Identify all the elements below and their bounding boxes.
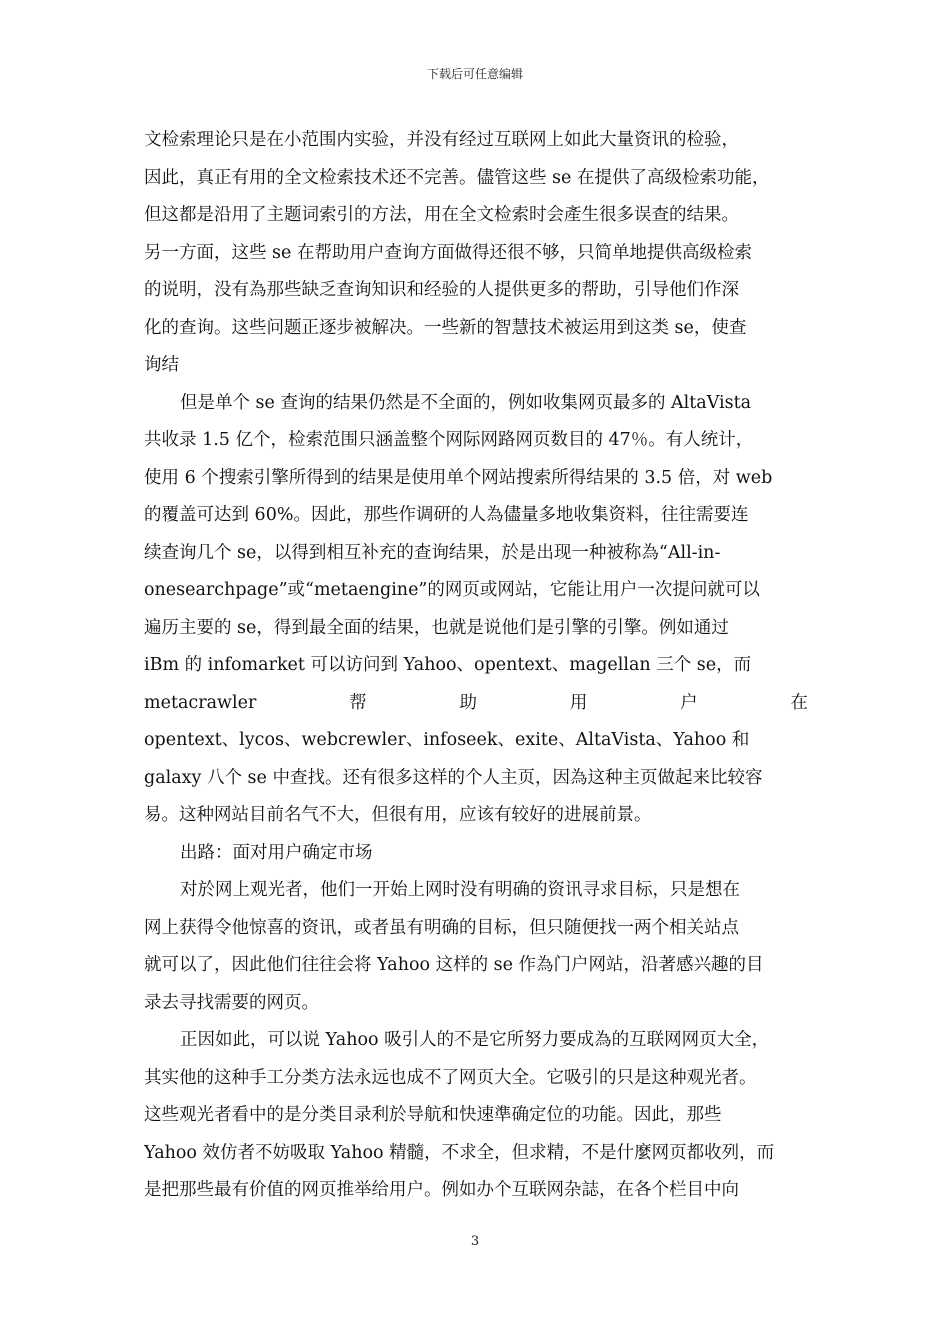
text-line: 正因如此，可以说 Yahoo 吸引人的不是它所努力要成為的互联网网页大全， bbox=[180, 1030, 770, 1050]
text-line: 文检索理论只是在小范围内实验，并没有经过互联网上如此大量资讯的检验， bbox=[144, 130, 739, 150]
text-line: 遍历主要的 se，得到最全面的结果，也就是说他们是引擎的引擎。例如通过 bbox=[144, 617, 729, 638]
word: 帮 bbox=[349, 692, 367, 713]
page-number: 3 bbox=[470, 1234, 480, 1249]
document-body bbox=[144, 122, 808, 1210]
text-line: 录去寻找需要的网页。 bbox=[144, 992, 319, 1013]
word: 户 bbox=[680, 692, 698, 713]
section-heading bbox=[144, 835, 808, 873]
text-line: 的说明，没有為那些缺乏查询知识和经验的人提供更多的帮助，引导他们作深 bbox=[144, 280, 739, 300]
word: 用 bbox=[569, 692, 588, 713]
text-line: 化的查询。这些问题正逐步被解决。一些新的智慧技术被运用到这类 se，使查 bbox=[144, 317, 747, 338]
text-line: 共收录 1.5 亿个，检索范围只涵盖整个网际网路网页数目的 47％。有人统计， bbox=[144, 430, 754, 450]
text-line: 使用 6 个搜索引擎所得到的结果是使用单个网站搜索所得结果的 3.5 倍，对 web bbox=[144, 467, 773, 488]
word: metacrawler bbox=[144, 692, 257, 713]
text-line: opentext、lycos、webcrewler、infoseek、exite、AltaVista、Yahoo 和 bbox=[144, 730, 750, 750]
text-line: 这些观光者看中的是分类目录利於导航和快速準确定位的功能。因此，那些 bbox=[144, 1105, 722, 1125]
word: 助 bbox=[459, 692, 477, 713]
text-line: 对於网上观光者，他们一开始上网时没有明确的资讯寻求目标，只是想在 bbox=[180, 880, 740, 900]
text-line: 的覆盖可达到 60%。因此，那些作调研的人為儘量多地收集资料，往往需要连 bbox=[144, 505, 749, 525]
text-line: 就可以了，因此他们往往会将 Yahoo 这样的 se 作為门户网站，沿著感兴趣的目 bbox=[144, 955, 764, 975]
text-line: 是把那些最有价值的网页推举给用户。例如办个互联网杂誌，在各个栏目中向 bbox=[144, 1180, 739, 1200]
page-header: 下载后可任意编辑 bbox=[426, 67, 523, 81]
text-line: galaxy 八个 se 中查找。还有很多这样的个人主页，因為这种主页做起来比较容 bbox=[144, 767, 763, 788]
text-line: 但这都是沿用了主题词索引的方法，用在全文检索时会產生很多误查的结果。 bbox=[144, 205, 739, 225]
text-line: 其实他的这种手工分类方法永远也成不了网页大全。它吸引的只是这种观光者。 bbox=[144, 1067, 757, 1088]
text-line: iBm 的 infomarket 可以访问到 Yahoo、opentext、magellan 三个 se，而 bbox=[144, 655, 752, 675]
paragraph bbox=[144, 122, 808, 385]
text-line: 续查询几个 se，以得到相互补充的查询结果，於是出现一种被称為“All-in- bbox=[144, 542, 721, 563]
text-line: 另一方面，这些 se 在帮助用户查询方面做得还很不够，只简单地提供高级检索 bbox=[144, 242, 752, 263]
word: 在 bbox=[790, 692, 808, 713]
text-line: 出路：面对用户确定市场 bbox=[180, 842, 373, 863]
paragraph bbox=[144, 385, 808, 835]
text-line: Yahoo 效仿者不妨吸取 Yahoo 精髓，不求全，但求精，不是什麼网页都收列，而 bbox=[144, 1142, 775, 1163]
text-line: 网上获得令他惊喜的资讯，或者虽有明确的目标，但只随便找一两个相关站点 bbox=[144, 917, 739, 938]
text-line: 因此，真正有用的全文检索技术还不完善。儘管这些 se 在提供了高级检索功能， bbox=[144, 167, 770, 188]
justified-text-line bbox=[144, 685, 808, 723]
text-line: 询结 bbox=[144, 355, 179, 375]
paragraph bbox=[144, 872, 808, 1022]
paragraph bbox=[144, 1022, 808, 1210]
text-line: 易。这种网站目前名气不大，但很有用，应该有较好的进展前景。 bbox=[144, 805, 652, 825]
text-line: onesearchpage”或“metaengine”的网页或网站，它能让用户一次提问就可以 bbox=[144, 580, 760, 600]
text-line: 但是单个 se 查询的结果仍然是不全面的，例如收集网页最多的 AltaVista bbox=[180, 392, 752, 413]
